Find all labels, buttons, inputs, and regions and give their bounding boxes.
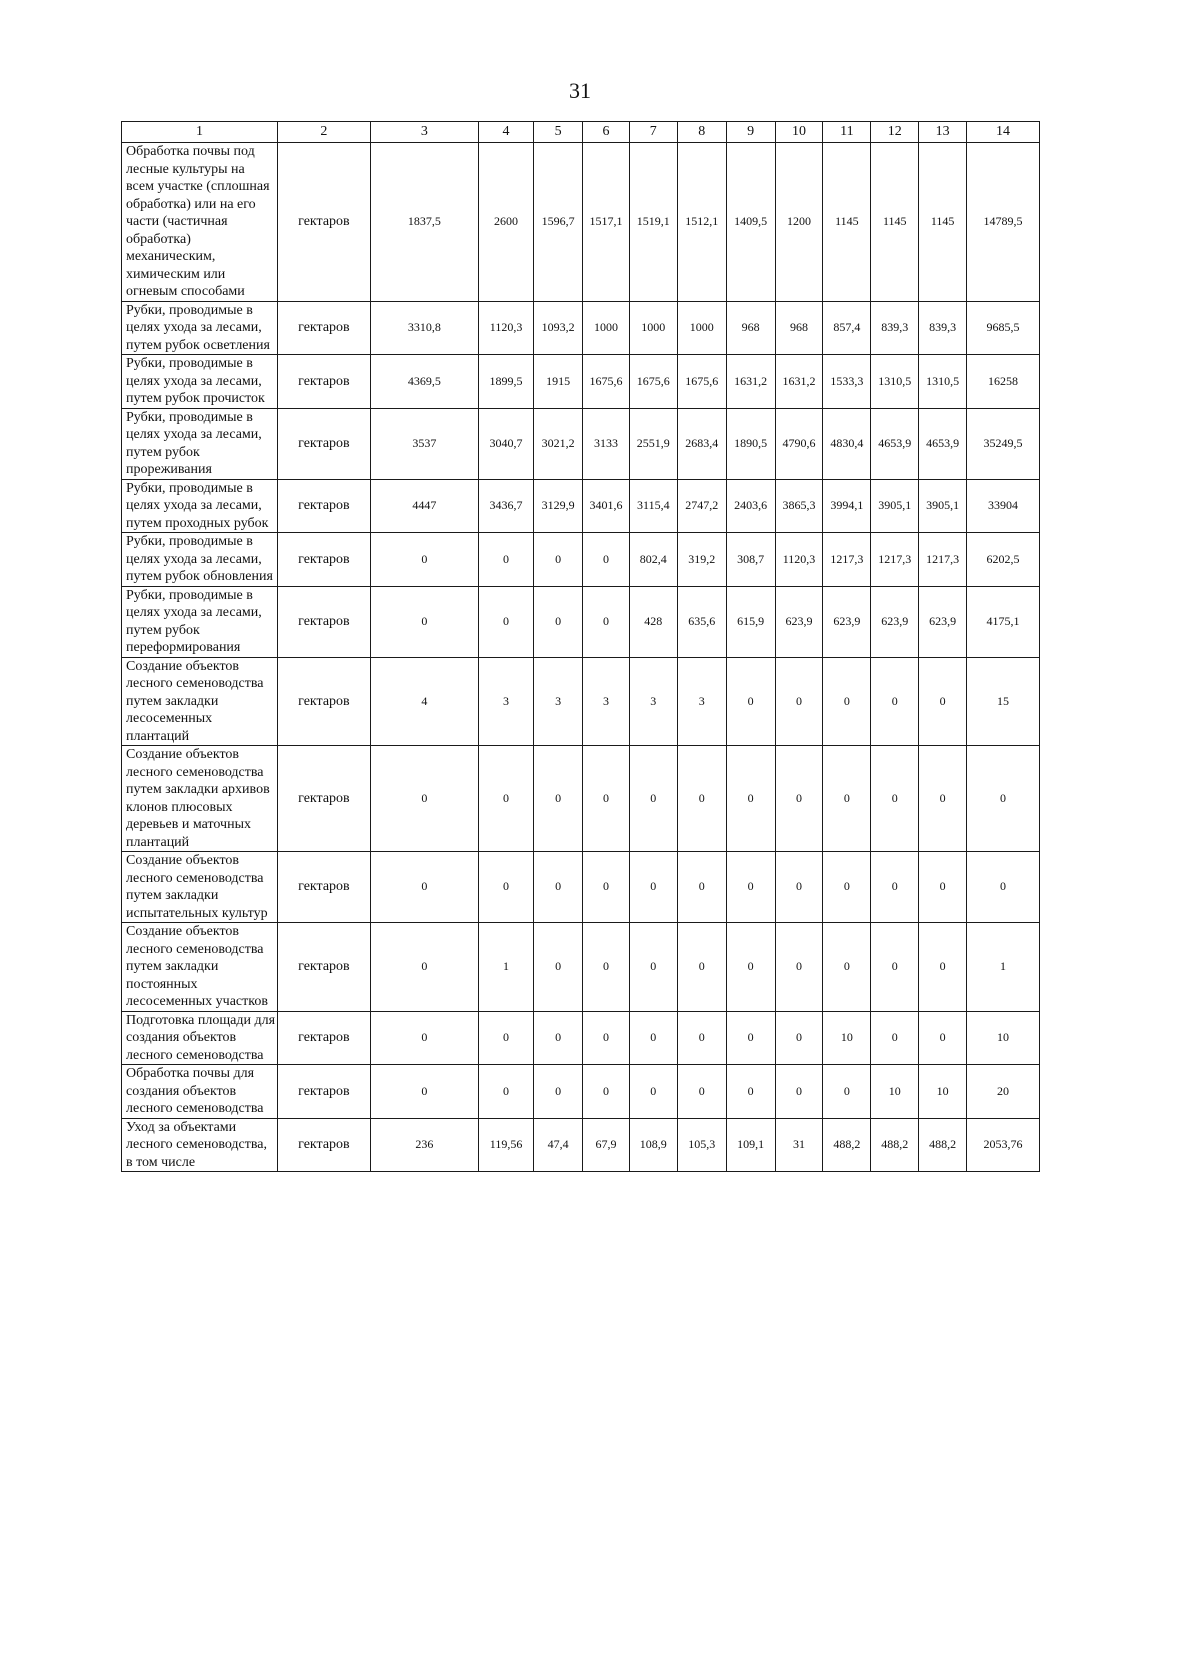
- value-cell: 839,3: [919, 301, 967, 355]
- value-cell: 3: [478, 657, 533, 746]
- value-cell: 1837,5: [370, 143, 478, 302]
- value-cell: 1000: [583, 301, 630, 355]
- value-cell: 0: [871, 657, 919, 746]
- value-cell: 9685,5: [967, 301, 1040, 355]
- header-cell: 14: [967, 122, 1040, 143]
- work-type-cell: Рубки, проводимые в целях ухода за лесами, путем рубок прореживания: [122, 408, 278, 479]
- work-type-cell: Создание объектов лесного семеноводства путем закладки архивов клонов плюсовых деревьев и маточных плантаций: [122, 746, 278, 852]
- value-cell: 20: [967, 1065, 1040, 1119]
- value-cell: 0: [726, 923, 775, 1012]
- table-row: [122, 1011, 1040, 1065]
- header-cell: 8: [677, 122, 726, 143]
- value-cell: 1145: [919, 143, 967, 302]
- value-cell: 4830,4: [823, 408, 871, 479]
- value-cell: 0: [478, 533, 533, 587]
- value-cell: 47,4: [534, 1118, 583, 1172]
- value-cell: 968: [726, 301, 775, 355]
- value-cell: 0: [823, 923, 871, 1012]
- unit-cell: гектаров: [278, 533, 371, 587]
- header-cell: 2: [278, 122, 371, 143]
- value-cell: 0: [534, 1065, 583, 1119]
- value-cell: 1675,6: [629, 355, 677, 409]
- value-cell: 3401,6: [583, 479, 630, 533]
- value-cell: 1310,5: [871, 355, 919, 409]
- forestry-works-table: [121, 121, 1040, 1172]
- value-cell: 4369,5: [370, 355, 478, 409]
- value-cell: 0: [370, 1065, 478, 1119]
- unit-cell: гектаров: [278, 586, 371, 657]
- value-cell: 1512,1: [677, 143, 726, 302]
- value-cell: 0: [871, 852, 919, 923]
- unit-cell: гектаров: [278, 479, 371, 533]
- value-cell: 3905,1: [919, 479, 967, 533]
- value-cell: 0: [967, 852, 1040, 923]
- table-row: [122, 746, 1040, 852]
- value-cell: 0: [629, 1011, 677, 1065]
- value-cell: 0: [478, 586, 533, 657]
- value-cell: 33904: [967, 479, 1040, 533]
- value-cell: 10: [967, 1011, 1040, 1065]
- value-cell: 0: [677, 923, 726, 1012]
- value-cell: 623,9: [919, 586, 967, 657]
- value-cell: 10: [919, 1065, 967, 1119]
- value-cell: 10: [871, 1065, 919, 1119]
- value-cell: 428: [629, 586, 677, 657]
- header-cell: 11: [823, 122, 871, 143]
- value-cell: 0: [370, 586, 478, 657]
- value-cell: 3994,1: [823, 479, 871, 533]
- value-cell: 108,9: [629, 1118, 677, 1172]
- header-cell: 5: [534, 122, 583, 143]
- value-cell: 1517,1: [583, 143, 630, 302]
- value-cell: 615,9: [726, 586, 775, 657]
- unit-cell: гектаров: [278, 657, 371, 746]
- value-cell: 3021,2: [534, 408, 583, 479]
- value-cell: 0: [919, 1011, 967, 1065]
- value-cell: 1: [967, 923, 1040, 1012]
- value-cell: 0: [629, 1065, 677, 1119]
- value-cell: 1675,6: [583, 355, 630, 409]
- work-type-cell: Обработка почвы для создания объектов лесного семеноводства: [122, 1065, 278, 1119]
- value-cell: 1519,1: [629, 143, 677, 302]
- value-cell: 109,1: [726, 1118, 775, 1172]
- value-cell: 14789,5: [967, 143, 1040, 302]
- value-cell: 1310,5: [919, 355, 967, 409]
- value-cell: 857,4: [823, 301, 871, 355]
- value-cell: 0: [677, 1065, 726, 1119]
- value-cell: 0: [534, 923, 583, 1012]
- table-row: [122, 923, 1040, 1012]
- value-cell: 0: [370, 533, 478, 587]
- value-cell: 0: [478, 746, 533, 852]
- value-cell: 1217,3: [919, 533, 967, 587]
- value-cell: 3: [629, 657, 677, 746]
- value-cell: 488,2: [919, 1118, 967, 1172]
- value-cell: 0: [726, 1065, 775, 1119]
- value-cell: 3865,3: [775, 479, 823, 533]
- value-cell: 0: [775, 746, 823, 852]
- value-cell: 0: [534, 533, 583, 587]
- unit-cell: гектаров: [278, 301, 371, 355]
- value-cell: 2747,2: [677, 479, 726, 533]
- value-cell: 0: [919, 923, 967, 1012]
- unit-cell: гектаров: [278, 355, 371, 409]
- table-row: [122, 586, 1040, 657]
- value-cell: 0: [871, 923, 919, 1012]
- value-cell: 802,4: [629, 533, 677, 587]
- work-type-cell: Рубки, проводимые в целях ухода за лесами, путем рубок переформирования: [122, 586, 278, 657]
- value-cell: 0: [370, 746, 478, 852]
- value-cell: 0: [583, 746, 630, 852]
- value-cell: 0: [583, 1065, 630, 1119]
- value-cell: 35249,5: [967, 408, 1040, 479]
- value-cell: 1145: [871, 143, 919, 302]
- table-row: [122, 1118, 1040, 1172]
- work-type-cell: Создание объектов лесного семеноводства путем закладки постоянных лесосеменных участков: [122, 923, 278, 1012]
- value-cell: 0: [677, 746, 726, 852]
- unit-cell: гектаров: [278, 923, 371, 1012]
- value-cell: 16258: [967, 355, 1040, 409]
- value-cell: 1631,2: [775, 355, 823, 409]
- header-cell: 7: [629, 122, 677, 143]
- value-cell: 0: [871, 1011, 919, 1065]
- value-cell: 0: [775, 1011, 823, 1065]
- table-row: [122, 143, 1040, 302]
- value-cell: 839,3: [871, 301, 919, 355]
- value-cell: 0: [823, 1065, 871, 1119]
- value-cell: 2600: [478, 143, 533, 302]
- value-cell: 0: [775, 657, 823, 746]
- value-cell: 1631,2: [726, 355, 775, 409]
- value-cell: 0: [370, 923, 478, 1012]
- value-cell: 0: [726, 1011, 775, 1065]
- value-cell: 623,9: [823, 586, 871, 657]
- value-cell: 1217,3: [871, 533, 919, 587]
- unit-cell: гектаров: [278, 852, 371, 923]
- value-cell: 10: [823, 1011, 871, 1065]
- value-cell: 488,2: [823, 1118, 871, 1172]
- value-cell: 0: [677, 852, 726, 923]
- value-cell: 1409,5: [726, 143, 775, 302]
- value-cell: 0: [534, 746, 583, 852]
- value-cell: 0: [583, 586, 630, 657]
- value-cell: 0: [823, 657, 871, 746]
- value-cell: 3310,8: [370, 301, 478, 355]
- value-cell: 15: [967, 657, 1040, 746]
- value-cell: 623,9: [871, 586, 919, 657]
- value-cell: 4790,6: [775, 408, 823, 479]
- value-cell: 0: [534, 852, 583, 923]
- value-cell: 6202,5: [967, 533, 1040, 587]
- value-cell: 0: [583, 1011, 630, 1065]
- value-cell: 31: [775, 1118, 823, 1172]
- value-cell: 0: [823, 746, 871, 852]
- value-cell: 3115,4: [629, 479, 677, 533]
- value-cell: 0: [370, 1011, 478, 1065]
- work-type-cell: Рубки, проводимые в целях ухода за лесами, путем рубок прочисток: [122, 355, 278, 409]
- value-cell: 0: [629, 746, 677, 852]
- value-cell: 0: [726, 746, 775, 852]
- value-cell: 0: [478, 852, 533, 923]
- value-cell: 0: [823, 852, 871, 923]
- value-cell: 0: [775, 1065, 823, 1119]
- value-cell: 0: [967, 746, 1040, 852]
- header-cell: 1: [122, 122, 278, 143]
- value-cell: 1000: [677, 301, 726, 355]
- value-cell: 308,7: [726, 533, 775, 587]
- value-cell: 3: [534, 657, 583, 746]
- value-cell: 2683,4: [677, 408, 726, 479]
- unit-cell: гектаров: [278, 1118, 371, 1172]
- table-row: [122, 852, 1040, 923]
- value-cell: 1890,5: [726, 408, 775, 479]
- work-type-cell: Обработка почвы под лесные культуры на всем участке (сплошная обработка) или на его части (частичная обработка) механическим, химическим или огневым способами: [122, 143, 278, 302]
- header-row: [122, 122, 1040, 143]
- value-cell: 0: [629, 923, 677, 1012]
- table-row: [122, 533, 1040, 587]
- value-cell: 119,56: [478, 1118, 533, 1172]
- value-cell: 1: [478, 923, 533, 1012]
- table-row: [122, 1065, 1040, 1119]
- value-cell: 0: [534, 586, 583, 657]
- value-cell: 0: [534, 1011, 583, 1065]
- work-type-cell: Рубки, проводимые в целях ухода за лесами, путем проходных рубок: [122, 479, 278, 533]
- header-cell: 9: [726, 122, 775, 143]
- value-cell: 1217,3: [823, 533, 871, 587]
- work-type-cell: Рубки, проводимые в целях ухода за лесами, путем рубок обновления: [122, 533, 278, 587]
- unit-cell: гектаров: [278, 1065, 371, 1119]
- value-cell: 319,2: [677, 533, 726, 587]
- value-cell: 1000: [629, 301, 677, 355]
- header-cell: 4: [478, 122, 533, 143]
- value-cell: 4653,9: [871, 408, 919, 479]
- value-cell: 3: [583, 657, 630, 746]
- value-cell: 1533,3: [823, 355, 871, 409]
- value-cell: 2551,9: [629, 408, 677, 479]
- value-cell: 3040,7: [478, 408, 533, 479]
- work-type-cell: Создание объектов лесного семеноводства путем закладки лесосеменных плантаций: [122, 657, 278, 746]
- value-cell: 0: [370, 852, 478, 923]
- value-cell: 1200: [775, 143, 823, 302]
- value-cell: 0: [583, 533, 630, 587]
- value-cell: 0: [478, 1065, 533, 1119]
- value-cell: 1120,3: [775, 533, 823, 587]
- header-cell: 6: [583, 122, 630, 143]
- header-cell: 10: [775, 122, 823, 143]
- value-cell: 0: [919, 852, 967, 923]
- header-cell: 3: [370, 122, 478, 143]
- value-cell: 3: [677, 657, 726, 746]
- value-cell: 4653,9: [919, 408, 967, 479]
- value-cell: 4447: [370, 479, 478, 533]
- table-row: [122, 479, 1040, 533]
- value-cell: 4175,1: [967, 586, 1040, 657]
- table-row: [122, 301, 1040, 355]
- value-cell: 1899,5: [478, 355, 533, 409]
- value-cell: 3133: [583, 408, 630, 479]
- unit-cell: гектаров: [278, 746, 371, 852]
- value-cell: 67,9: [583, 1118, 630, 1172]
- value-cell: 0: [726, 852, 775, 923]
- value-cell: 1596,7: [534, 143, 583, 302]
- value-cell: 105,3: [677, 1118, 726, 1172]
- work-type-cell: Уход за объектами лесного семеноводства, в том числе: [122, 1118, 278, 1172]
- unit-cell: гектаров: [278, 408, 371, 479]
- table-row: [122, 657, 1040, 746]
- value-cell: 0: [583, 923, 630, 1012]
- value-cell: 0: [583, 852, 630, 923]
- value-cell: 488,2: [871, 1118, 919, 1172]
- value-cell: 2403,6: [726, 479, 775, 533]
- value-cell: 0: [677, 1011, 726, 1065]
- value-cell: 2053,76: [967, 1118, 1040, 1172]
- value-cell: 0: [919, 746, 967, 852]
- value-cell: 968: [775, 301, 823, 355]
- value-cell: 236: [370, 1118, 478, 1172]
- value-cell: 0: [871, 746, 919, 852]
- value-cell: 3905,1: [871, 479, 919, 533]
- value-cell: 0: [478, 1011, 533, 1065]
- value-cell: 3129,9: [534, 479, 583, 533]
- value-cell: 0: [775, 852, 823, 923]
- value-cell: 1915: [534, 355, 583, 409]
- unit-cell: гектаров: [278, 1011, 371, 1065]
- value-cell: 3436,7: [478, 479, 533, 533]
- header-cell: 13: [919, 122, 967, 143]
- work-type-cell: Подготовка площади для создания объектов лесного семеноводства: [122, 1011, 278, 1065]
- value-cell: 3537: [370, 408, 478, 479]
- header-cell: 12: [871, 122, 919, 143]
- value-cell: 0: [726, 657, 775, 746]
- work-type-cell: Рубки, проводимые в целях ухода за лесами, путем рубок осветления: [122, 301, 278, 355]
- value-cell: 4: [370, 657, 478, 746]
- value-cell: 1145: [823, 143, 871, 302]
- table-body: [122, 143, 1040, 1172]
- unit-cell: гектаров: [278, 143, 371, 302]
- value-cell: 635,6: [677, 586, 726, 657]
- table-row: [122, 408, 1040, 479]
- page-number: 31: [569, 78, 591, 103]
- value-cell: 1120,3: [478, 301, 533, 355]
- value-cell: 1093,2: [534, 301, 583, 355]
- value-cell: 0: [629, 852, 677, 923]
- work-type-cell: Создание объектов лесного семеноводства путем закладки испытательных культур: [122, 852, 278, 923]
- value-cell: 1675,6: [677, 355, 726, 409]
- value-cell: 623,9: [775, 586, 823, 657]
- table-row: [122, 355, 1040, 409]
- value-cell: 0: [775, 923, 823, 1012]
- value-cell: 0: [919, 657, 967, 746]
